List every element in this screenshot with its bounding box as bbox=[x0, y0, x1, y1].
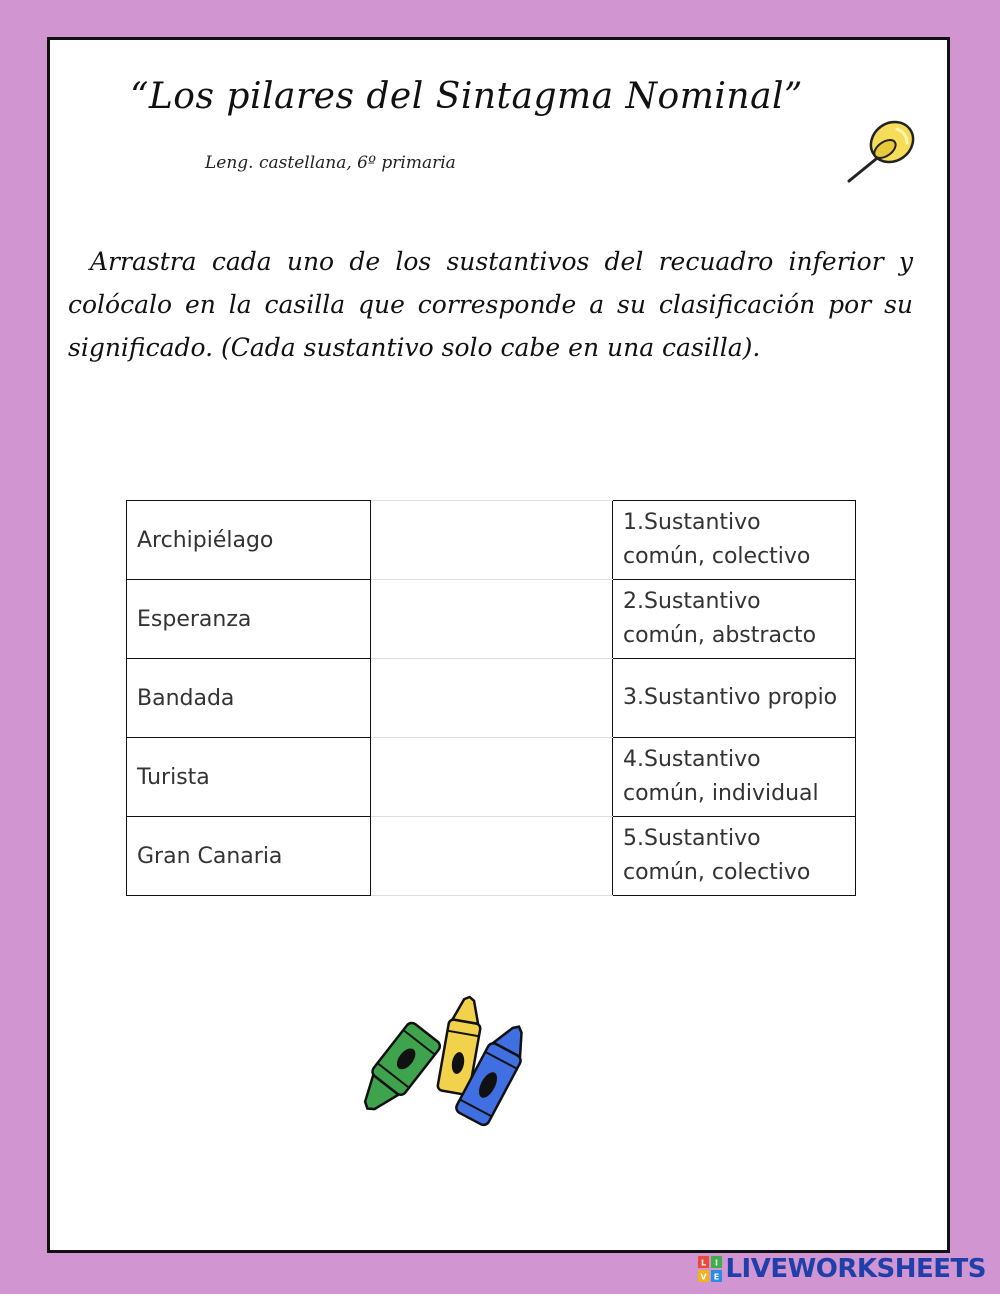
category-cell: 2.Sustantivo común, abstracto bbox=[613, 580, 856, 659]
noun-cell: Archipiélago bbox=[127, 501, 371, 580]
table-row bbox=[127, 659, 856, 738]
category-cell: 1.Sustantivo común, colectivo bbox=[613, 501, 856, 580]
logo-letter: V bbox=[700, 1272, 708, 1282]
noun-cell: Bandada bbox=[127, 659, 371, 738]
category-cell: 5.Sustantivo común, colectivo bbox=[613, 817, 856, 896]
drop-box[interactable] bbox=[371, 817, 613, 896]
logo-letter: L bbox=[701, 1258, 707, 1268]
category-cell: 3.Sustantivo propio bbox=[613, 659, 856, 738]
table-row bbox=[127, 817, 856, 896]
drop-box[interactable] bbox=[371, 580, 613, 659]
liveworksheets-branding bbox=[698, 1254, 986, 1284]
table-row bbox=[127, 738, 856, 817]
worksheet-title: “Los pilares del Sintagma Nominal” bbox=[130, 76, 803, 117]
table-row bbox=[127, 501, 856, 580]
worksheet-page bbox=[47, 37, 950, 1253]
logo-letter: I bbox=[715, 1258, 719, 1268]
category-cell: 4.Sustantivo común, individual bbox=[613, 738, 856, 817]
brand-name: LIVEWORKSHEETS bbox=[725, 1254, 986, 1284]
noun-cell: Esperanza bbox=[127, 580, 371, 659]
logo-letter: E bbox=[714, 1272, 720, 1282]
instructions-text: Arrastra cada uno de los sustantivos del recuadro inferior y colócalo en la casilla que corresponde a su clasificación por su significado. (Cada sustantivo solo cabe en una casilla). bbox=[68, 247, 913, 362]
drop-box[interactable] bbox=[371, 659, 613, 738]
classification-table bbox=[126, 500, 856, 896]
liveworksheets-logo-icon bbox=[698, 1256, 722, 1282]
crayons-icon bbox=[340, 995, 530, 1145]
worksheet-subtitle: Leng. castellana, 6º primaria bbox=[205, 153, 456, 173]
push-pin-icon bbox=[845, 115, 917, 185]
table-row bbox=[127, 580, 856, 659]
drop-box[interactable] bbox=[371, 738, 613, 817]
drop-box[interactable] bbox=[371, 501, 613, 580]
noun-cell: Turista bbox=[127, 738, 371, 817]
noun-cell: Gran Canaria bbox=[127, 817, 371, 896]
